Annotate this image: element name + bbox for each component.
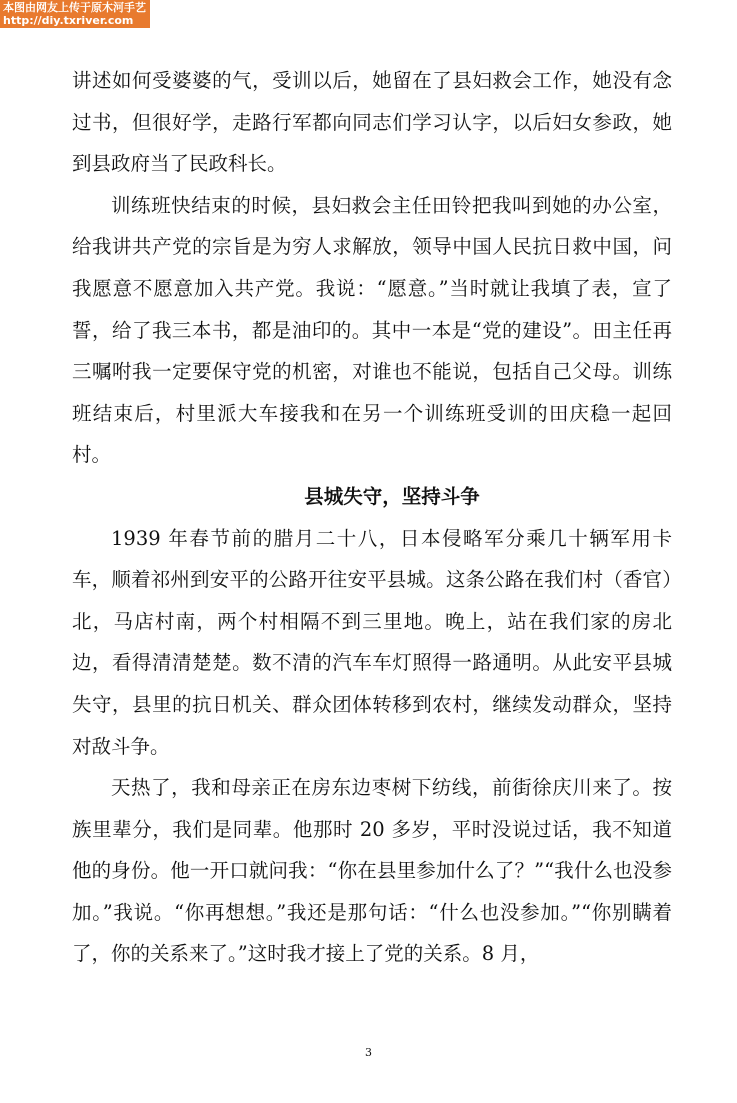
paragraph-2: 训练班快结束的时候，县妇救会主任田铃把我叫到她的办公室，给我讲共产党的宗旨是为穷人求解放，领导中国人民抗日救中国，问我愿意不愿意加入共产党。我说：“愿意。”当时就让我填了表，宣了誓，给了我三本书，都是油印的。其中一本是“党的建设”。田主任再三嘱咐我一定要保守党的机密，对谁也不能说，包括自己父母。训练班结束后，村里派大车接我和在另一个训练班受训的田庆稳一起回村。: [72, 193, 672, 467]
page-number: 3: [365, 1046, 372, 1059]
watermark-line-1: 本图由网友上传于原木河手艺: [3, 1, 146, 14]
paragraph-3: 1939 年春节前的腊月二十八，日本侵略军分乘几十辆军用卡车，顺着祁州到安平的公路开往安平县城。这条公路在我们村（香官）北，马店村南，两个村相隔不到三里地。晚上，站在我们家的房北边，看得清清楚楚。数不清的汽车车灯照得一路通明。从此安平县城失守，县里的抗日机关、群众团体转移到农村，继续发动群众，坚持对敌斗争。: [72, 526, 672, 758]
watermark-line-2: http://diy.txriver.com: [3, 14, 134, 27]
page-body: [72, 60, 672, 975]
paragraph-1: 讲述如何受婆婆的气，受训以后，她留在了县妇救会工作，她没有念过书，但很好学，走路行军都向同志们学习认字，以后妇女参政，她到县政府当了民政科长。: [72, 69, 672, 176]
watermark-banner: [0, 0, 150, 28]
section-heading: 县城失守，坚持斗争: [304, 484, 480, 508]
paragraph-4: 天热了，我和母亲正在房东边枣树下纺线，前街徐庆川来了。按族里辈分，我们是同辈。他那时 20 多岁，平时没说过话，我不知道他的身份。他一开口就问我：“你在县里参加什么了？”“我什么也没参加。”我说。“你再想想。”我还是那句话：“什么也没参加。”“你别瞒着了，你的关系来了。”这时我才接上了党的关系。8 月，: [72, 776, 672, 966]
